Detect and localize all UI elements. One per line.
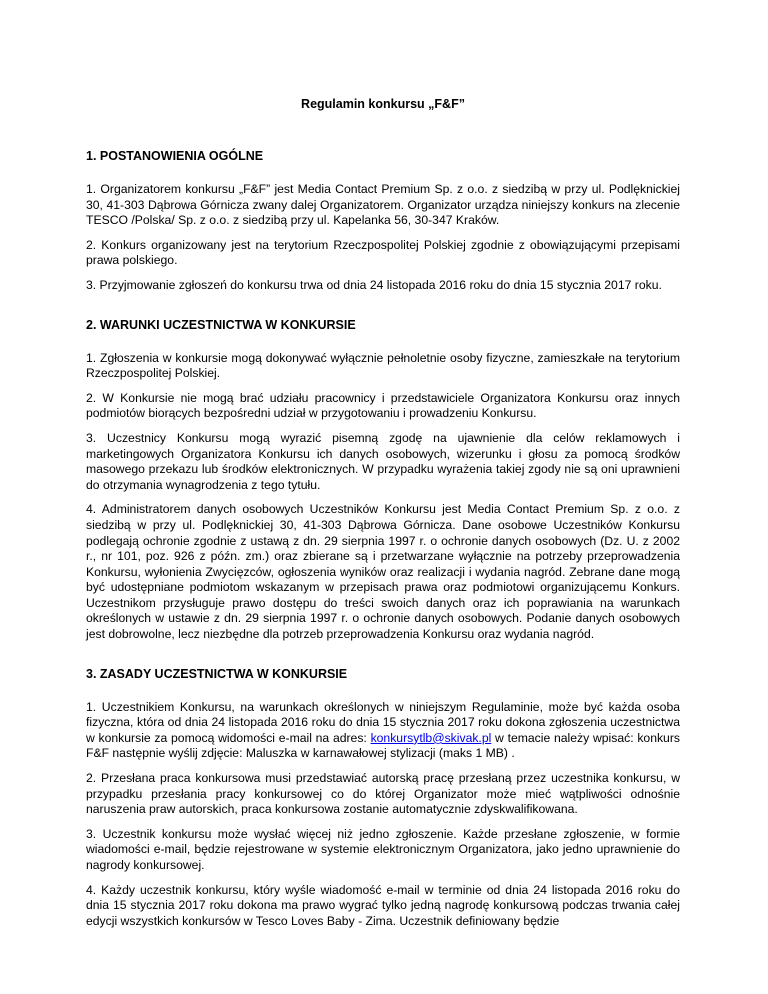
section-participation-conditions <box>86 317 680 643</box>
section-general-provisions <box>86 148 680 294</box>
paragraph: 1. Organizatorem konkursu „F&F” jest Media Contact Premium Sp. z o.o. z siedzibą w przy ul. Podlęknickiej 30, 41-303 Dąbrowa Górnicza zwany dalej Organizatorem. Organizator urządza niniejszy konkurs na zlecenie TESCO /Polska/ Sp. z o.o. z siedzibą przy ul. Kapelanka 56, 30-347 Kraków. <box>86 182 680 228</box>
section-heading: 1. POSTANOWIENIA OGÓLNE <box>86 149 264 163</box>
paragraph-with-email <box>86 700 680 762</box>
paragraph: 3. Uczestnicy Konkursu mogą wyrazić pisemną zgodę na ujawnienie dla celów reklamowych i marketingowych Organizatora Konkursu ich danych osobowych, wizerunku i głosu za pomocą środków masowego przekazu lub środków elektronicznych. W przypadku wyrażenia takiej zgody nie są oni uprawnieni do otrzymania wynagrodzenia z tego tytułu. <box>86 430 680 492</box>
section-heading: 3. ZASADY UCZESTNICTWA W KONKURSIE <box>86 666 348 681</box>
paragraph: 4. Każdy uczestnik konkursu, który wyśle wiadomość e-mail w terminie od dnia 24 listopada 2016 roku do dnia 15 stycznia 2017 roku dokona ma prawo wygrać tylko jedną nagrodę konkursową podczas trwania całej edycji wszystkich konkursów w Tesco Loves Baby - Zima. Uczestnik definiowany będzie <box>86 882 680 928</box>
email-link[interactable]: konkursytlb@skivak.pl <box>370 730 492 745</box>
paragraph-text: w temacie należy wpisać: konkurs F&F następnie wyślij zdjęcie: Maluszka w karnawałowej stylizacji (maks 1 MB) . <box>86 730 680 761</box>
paragraph: 4. Administratorem danych osobowych Uczestników Konkursu jest Media Contact Premium Sp. z o.o. z siedzibą w przy ul. Podlęknickiej 30, 41-303 Dąbrowa Górnicza. Dane osobowe Uczestników Konkursu podlegają ochronie zgodnie z ustawą z dn. 29 sierpnia 1997 r. o ochronie danych osobowych (Dz. U. z 2002 r., nr 101, poz. 926 z późn. zm.) oraz zbierane są i przetwarzane wyłącznie na potrzeby przeprowadzenia Konkursu, wyłonienia Zwycięzców, ogłoszenia wyników oraz realizacji i wydania nagród. Zebrane dane mogą być udostępniane podmiotom wskazanym w przepisach prawa oraz podmiotowi organizującemu Konkurs. Uczestnikom przysługuje prawo dostępu do treści swoich danych oraz ich poprawiania na warunkach określonych w ustawie z dn. 29 sierpnia 1997 r. o ochronie danych osobowych. Podanie danych osobowych jest dobrowolne, lecz niezbędne dla potrzeb przeprowadzenia Konkursu oraz wydania nagród. <box>86 502 680 642</box>
section-participation-rules <box>86 666 680 930</box>
paragraph: 3. Uczestnik konkursu może wysłać więcej niż jedno zgłoszenie. Każde przesłane zgłoszenie, w formie wiadomości e-mail, będzie rejestrowane w systemie elektronicznym Organizatora, jako jedno uprawnienie do nagrody konkursowej. <box>86 826 680 872</box>
document-title: Regulamin konkursu „F&F” <box>301 97 465 111</box>
document-body <box>86 96 680 938</box>
paragraph-text: 1. Uczestnikiem Konkursu, na warunkach określonych w niniejszym Regulaminie, może być każda osoba fizyczna, która od dnia 24 listopada 2016 roku do dnia 15 stycznia 2017 roku dokona zgłoszenia uczestnictwa w konkursie za pomocą widomości e-mail na adres: <box>86 699 680 745</box>
paragraph: 2. Przesłana praca konkursowa musi przedstawiać autorską pracę przesłaną przez uczestnika konkursu, w przypadku przesłania pracy konkursowej co do której Organizator może mieć wątpliwości odnośnie naruszenia praw autorskich, praca konkursowa zostanie automatycznie zdyskwalifikowana. <box>86 771 680 817</box>
section-heading: 2. WARUNKI UCZESTNICTWA W KONKURSIE <box>86 317 356 332</box>
paragraph: 3. Przyjmowanie zgłoszeń do konkursu trwa od dnia 24 listopada 2016 roku do dnia 15 stycznia 2017 roku. <box>86 277 662 292</box>
paragraph: 2. Konkurs organizowany jest na terytorium Rzeczpospolitej Polskiej zgodnie z obowiązującymi przepisami prawa polskiego. <box>86 237 680 268</box>
paragraph: 1. Zgłoszenia w konkursie mogą dokonywać wyłącznie pełnoletnie osoby fizyczne, zamieszkałe na terytorium Rzeczpospolitej Polskiej. <box>86 350 680 381</box>
paragraph: 2. W Konkursie nie mogą brać udziału pracownicy i przedstawiciele Organizatora Konkursu oraz innych podmiotów biorących bezpośredni udział w przygotowaniu i prowadzeniu Konkursu. <box>86 390 680 421</box>
